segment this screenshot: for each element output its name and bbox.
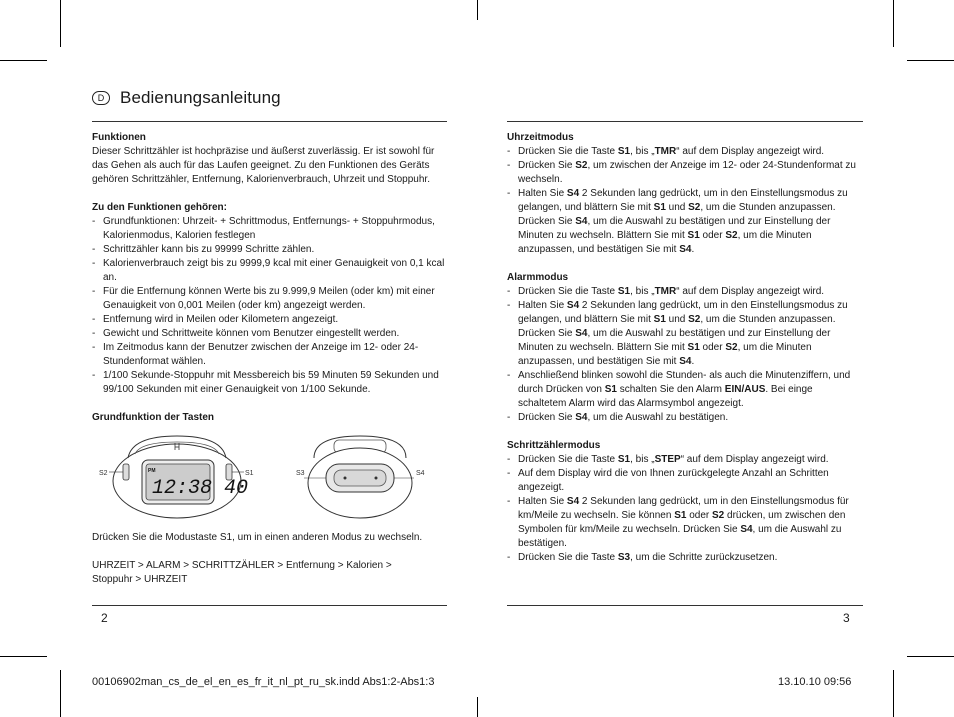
bold-run: S2 (688, 314, 701, 325)
footer-filename: 00106902man_cs_de_el_en_es_fr_it_nl_pt_ru_sk.indd Abs1:2-Abs1:3 (92, 676, 435, 688)
top-rule-right (507, 121, 863, 122)
text-run: , um zwischen der Anzeige im 12- oder 24-Stundenformat zu wechseln. (518, 160, 856, 185)
bold-run: S1 (653, 314, 666, 325)
bold-run: S4 (566, 496, 580, 507)
list-item (507, 467, 857, 495)
intro-text: Dieser Schrittzähler ist hochpräzise und äußerst zuverlässig. Er ist sowohl für das Gehen als auch für das Laufen geeignet. Zu den Funktionen des Geräts gehören Schrittzähler, Entfernung, Kalorienverbrauch, Uhrzeit und Stoppuhr. (92, 146, 435, 185)
text-run: Anschließend blinken sowohl die Stunden- als auch die Minutenziffern, und durch Drücken von (518, 370, 851, 395)
page-number-right: 3 (843, 611, 850, 625)
list-item (507, 369, 857, 411)
list-item (507, 411, 857, 425)
text-run: , um die Stunden anzupassen. Drücken Sie (518, 202, 836, 227)
bottom-rule-right (507, 605, 863, 606)
crop-mark (0, 656, 47, 657)
list-item (507, 299, 857, 369)
crop-mark (0, 60, 47, 61)
text-run: . (691, 356, 695, 367)
text-run: Drücken Sie die Taste (518, 146, 618, 157)
bold-run: S1 (617, 286, 631, 297)
text-run: “ auf dem Display angezeigt wird. (680, 454, 829, 465)
label-s3: S3 (296, 470, 305, 477)
left-column (92, 131, 448, 425)
label-s1: S1 (245, 470, 254, 477)
functions-heading: Funktionen (92, 132, 146, 143)
text-run: 2 Sekunden lang gedrückt, um in den Einstellungsmodus für km/Meile zu wechseln. Sie können (518, 496, 849, 521)
buttons-heading: Grundfunktion der Tasten (92, 412, 215, 423)
text-run: oder (686, 510, 712, 521)
bold-run: TMR (654, 286, 677, 297)
text-run: oder (699, 342, 726, 353)
instruction-list (507, 453, 857, 565)
crop-mark (60, 0, 61, 47)
list-item (507, 495, 857, 551)
crop-mark (477, 0, 478, 20)
text-run: , bis „ (630, 454, 655, 465)
text-run: . (691, 244, 695, 255)
mode-sequence: UHRZEIT > ALARM > SCHRITTZÄHLER > Entfernung > Kalorien > Stoppuhr > UHRZEIT (92, 560, 392, 585)
page-title: Bedienungsanleitung (120, 88, 281, 107)
page-number-left: 2 (101, 611, 108, 625)
device-front (99, 436, 254, 518)
left-column-bottom (92, 531, 448, 587)
list-item: - Gewicht und Schrittweite können vom Benutzer eingestellt werden. (92, 327, 448, 341)
bold-run: S1 (674, 510, 687, 521)
bold-run: S1 (653, 202, 666, 213)
language-badge: D (92, 91, 110, 105)
section-heading: Alarmmodus (507, 272, 569, 283)
list-item (507, 551, 857, 565)
text-run: Auf dem Display wird die von Ihnen zurückgelegte Anzahl an Schritten angezeigt. (518, 468, 829, 493)
list-item: - Für die Entfernung können Werte bis zu 9.999,9 Meilen (oder km) mit einer Genauigkeit von 0,001 Meilen (oder km) angezeigt werden. (92, 285, 448, 313)
text-run: Drücken Sie (518, 412, 576, 423)
bold-run: S4 (679, 356, 692, 367)
right-column (507, 131, 857, 565)
text-run: , bis „ (630, 286, 655, 297)
bold-run: STEP (654, 454, 681, 465)
mode-text: Drücken Sie die Modustaste S1, um in einen anderen Modus zu wechseln. (92, 532, 423, 543)
section-heading: Schrittzählermodus (507, 440, 601, 451)
text-run: drücken, um zwischen den Symbolen für km/Meile zu wechseln. Drücken Sie (518, 510, 846, 535)
display-pm: PM (148, 468, 156, 474)
bold-run: S1 (687, 342, 700, 353)
display-time: 12:38 40 (152, 477, 249, 500)
list-item (507, 187, 857, 257)
text-run: und (665, 202, 689, 213)
section-heading: Uhrzeitmodus (507, 132, 574, 143)
bold-run: S4 (679, 244, 692, 255)
bold-run: S1 (604, 384, 617, 395)
list-item: - Grundfunktionen: Uhrzeit- + Schrittmodus, Entfernungs- + Stoppuhrmodus, Kalorienmodus, Kalorien festlegen (92, 215, 448, 243)
text-run: Drücken Sie die Taste (518, 552, 618, 563)
label-s2: S2 (99, 470, 108, 477)
list-item (507, 145, 857, 159)
list-item (507, 159, 857, 187)
bold-run: S2 (712, 510, 725, 521)
bottom-rule-left (92, 605, 447, 606)
list-item: - 1/100 Sekunde-Stoppuhr mit Messbereich bis 59 Minuten 59 Sekunden und 99/100 Sekunden mit einer Genauigkeit von 1/100 Sekunde. (92, 369, 448, 397)
device-side (296, 436, 425, 518)
crop-mark (893, 670, 894, 717)
device-illustration (92, 428, 448, 520)
bold-run: EIN/AUS (724, 384, 766, 395)
text-run: und (665, 314, 689, 325)
text-run: Halten Sie (518, 496, 567, 507)
crop-mark (907, 60, 954, 61)
list-item (507, 285, 857, 299)
page-header (92, 88, 281, 108)
list-item: - Kalorienverbrauch zeigt bis zu 9999,9 kcal mit einer Genauigkeit von 0,1 kcal an. (92, 257, 448, 285)
text-run: Drücken Sie die Taste (518, 286, 618, 297)
text-run: , um die Auswahl zu bestätigen. (587, 412, 729, 423)
text-run: , um die Minuten anzupassen, und bestätigen Sie mit (518, 230, 812, 255)
text-run: , um die Schritte zurückzusetzen. (630, 552, 778, 563)
text-run: 2 Sekunden lang gedrückt, um in den Einstellungsmodus zu gelangen, und blättern Sie mit (518, 188, 848, 213)
text-run: , um die Minuten anzupassen, und bestätigen Sie mit (518, 342, 812, 367)
text-run: , bis „ (630, 146, 655, 157)
text-run: Halten Sie (518, 300, 567, 311)
includes-heading: Zu den Funktionen gehören: (92, 202, 227, 213)
crop-mark (907, 656, 954, 657)
bold-run: S4 (575, 412, 588, 423)
bold-run: S3 (617, 552, 631, 563)
bold-run: S1 (687, 230, 700, 241)
text-run: , um die Auswahl zu bestätigen und zur Einstellung der Minuten zu wechseln. Blättern Sie mit (518, 216, 831, 241)
bold-run: S4 (566, 300, 580, 311)
bold-run: S1 (617, 454, 631, 465)
text-run: 2 Sekunden lang gedrückt, um in den Einstellungsmodus zu gelangen, und blättern Sie mit (518, 300, 848, 325)
text-run: “ auf dem Display angezeigt wird. (676, 286, 825, 297)
crop-mark (893, 0, 894, 47)
list-item (507, 453, 857, 467)
list-item: - Entfernung wird in Meilen oder Kilometern angezeigt. (92, 313, 448, 327)
bold-run: S2 (688, 202, 701, 213)
bold-run: S4 (740, 524, 753, 535)
top-rule-left (92, 121, 447, 122)
bold-run: S1 (617, 146, 631, 157)
label-s4: S4 (416, 470, 425, 477)
text-run: , um die Auswahl zu bestätigen und zur Einstellung der Minuten zu wechseln. Blättern Sie mit (518, 328, 831, 353)
feature-list (92, 215, 448, 397)
footer-datetime: 13.10.10 09:56 (778, 676, 852, 688)
bold-run: S2 (575, 160, 588, 171)
bold-run: S4 (575, 328, 588, 339)
list-item: - Im Zeitmodus kann der Benutzer zwischen der Anzeige im 12- oder 24-Stundenformat wählen. (92, 341, 448, 369)
text-run: , um die Stunden anzupassen. Drücken Sie (518, 314, 836, 339)
instruction-list (507, 145, 857, 257)
text-run: schalten Sie den Alarm (616, 384, 725, 395)
instruction-list (507, 285, 857, 425)
text-run: Drücken Sie die Taste (518, 454, 618, 465)
bold-run: TMR (654, 146, 677, 157)
text-run: “ auf dem Display angezeigt wird. (676, 146, 825, 157)
bold-run: S4 (566, 188, 580, 199)
text-run: oder (699, 230, 726, 241)
text-run: , um die Auswahl zu bestätigen. (518, 524, 842, 549)
crop-mark (60, 670, 61, 717)
list-item: - Schrittzähler kann bis zu 99999 Schritte zählen. (92, 243, 448, 257)
text-run: Drücken Sie (518, 160, 576, 171)
text-run: . Bei einge schaltetem Alarm wird das Alarmsymbol angezeigt. (518, 384, 813, 409)
text-run: Halten Sie (518, 188, 567, 199)
bold-run: S2 (725, 342, 738, 353)
crop-mark (477, 697, 478, 717)
bold-run: S4 (575, 216, 588, 227)
bold-run: S2 (725, 230, 738, 241)
